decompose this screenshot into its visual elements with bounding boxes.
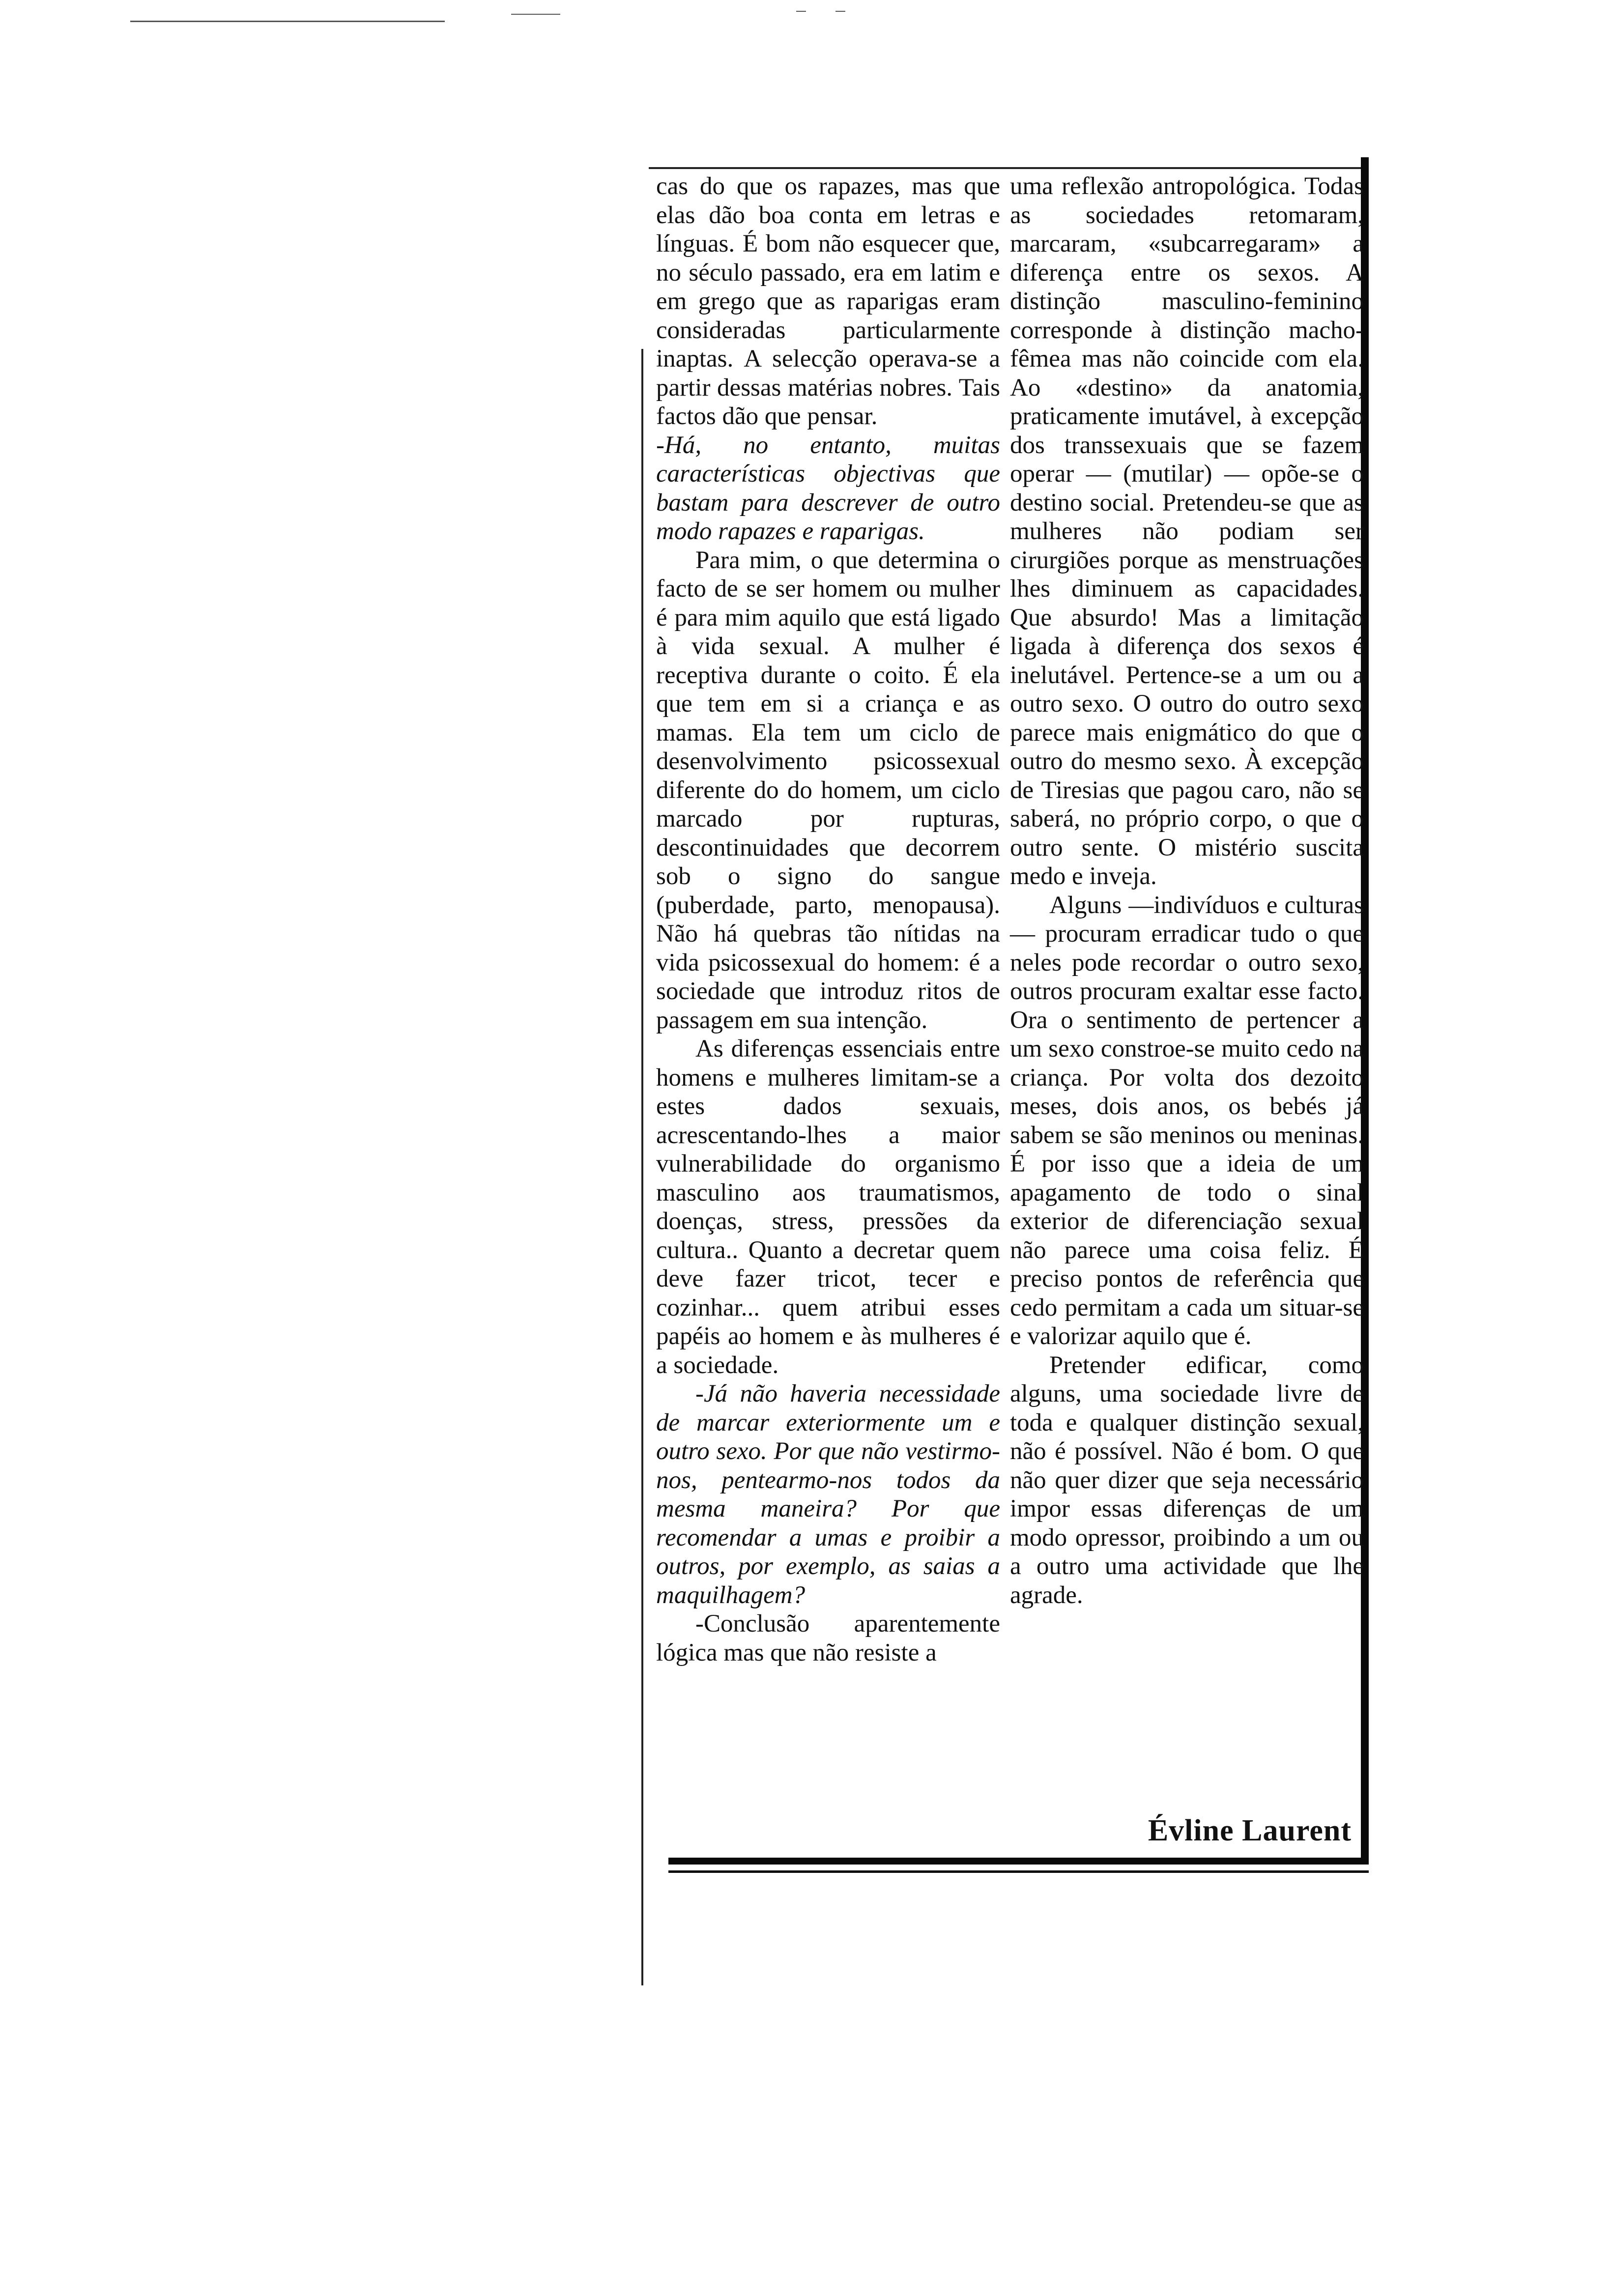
- clipping-left-rule: [641, 349, 643, 1985]
- scan-artifact-line: [511, 14, 560, 15]
- paragraph: uma reflexão antropológica. Todas as sociedades retomaram, marcaram, «subcarregaram» a diferença entre os sexos. A distinção masculino-feminino corresponde à distinção macho-fêmea mas não coincide com ela. Ao «destino» da anatomia, praticamente imutável, à excepção dos transsexuais que se fazem operar — (mutilar) — opõe-se o destino social. Pretendeu-se que as mulheres não podiam ser cirurgiões porque as menstruações lhes diminuem as capacidades. Que absurdo! Mas a limitação ligada à diferença dos sexos é inelutável. Pertence-se a um ou a outro sexo. O outro do outro sexo parece mais enigmático do que o outro do mesmo sexo. À excepção de Tiresias que pagou caro, não se saberá, no próprio corpo, o que o outro sente. O mistério suscita medo e inveja.: [1010, 172, 1364, 890]
- paragraph: Para mim, o que determina o facto de se ser homem ou mulher é para mim aquilo que está ligado à vida sexual. A mulher é receptiva durante o coito. É ela que tem em si a criança e as mamas. Ela tem um ciclo de desenvolvimento psicossexual diferente do do homem, um ciclo marcado por rupturas, descontinuidades que decorrem sob o signo do sangue (puberdade, parto, menopausa). Não há quebras tão nítidas na vida psicossexual do homem: é a sociedade que introduz ritos de passagem em sua intenção.: [656, 546, 1000, 1034]
- clipping-bottom-rule-thin: [668, 1870, 1369, 1873]
- paragraph: Pretender edificar, como alguns, uma sociedade livre de toda e qualquer distinção sexual, não é possível. Não é bom. O que não quer dizer que seja necessário impor essas diferenças de um modo opressor, proibindo a um ou a outro uma actividade que lhe agrade.: [1010, 1351, 1364, 1609]
- scan-artifact-line: [796, 11, 806, 12]
- clipping-bottom-rule: [668, 1858, 1369, 1865]
- paragraph: cas do que os rapazes, mas que elas dão boa conta em letras e línguas. É bom não esquecer que, no século passado, era em latim e em grego que as raparigas eram consideradas particularmente inaptas. A selecção operava-se a partir dessas matérias nobres. Tais factos dão que pensar.: [656, 172, 1000, 430]
- interview-question: -Já não haveria necessidade de marcar exteriormente um e outro sexo. Por que não vestirmo-nos, pentearmo-nos todos da mesma maneira? Por que recomendar a umas e proibir a outros, por exemplo, as saias a maquilhagem?: [656, 1380, 1000, 1609]
- paragraph: -Conclusão aparentemente lógica mas que não resiste a: [656, 1610, 1000, 1666]
- interview-question: -Há, no entanto, muitas características objectivas que bastam para descrever de outro modo rapazes e raparigas.: [656, 431, 1000, 545]
- author-signature: Évline Laurent: [1148, 1814, 1352, 1847]
- scan-artifact-line: [130, 21, 445, 22]
- newspaper-clipping: [639, 147, 1369, 1887]
- scan-artifact-line: [835, 11, 845, 12]
- article-right-column: [1010, 172, 1364, 1609]
- article-left-column: [656, 172, 1000, 1667]
- paragraph: Alguns —indivíduos e culturas — procuram erradicar tudo o que neles pode recordar o outro sexo, outros procuram exaltar esse facto. Ora o sentimento de pertencer a um sexo constroe-se muito cedo na criança. Por volta dos dezoito meses, dois anos, os bebés já sabem se são meninos ou meninas. É por isso que a ideia de um apagamento de todo o sinal exterior de diferenciação sexual não parece uma coisa feliz. É preciso pontos de referência que cedo permitam a cada um situar-se e valorizar aquilo que é.: [1010, 891, 1364, 1350]
- clipping-top-rule: [649, 167, 1364, 169]
- paragraph: As diferenças essenciais entre homens e mulheres limitam-se a estes dados sexuais, acrescentando-lhes a maior vulnerabilidade do organismo masculino aos traumatismos, doenças, stress, pressões da cultura.. Quanto a decretar quem deve fazer tricot, tecer e cozinhar... quem atribui esses papéis ao homem e às mulheres é a sociedade.: [656, 1035, 1000, 1379]
